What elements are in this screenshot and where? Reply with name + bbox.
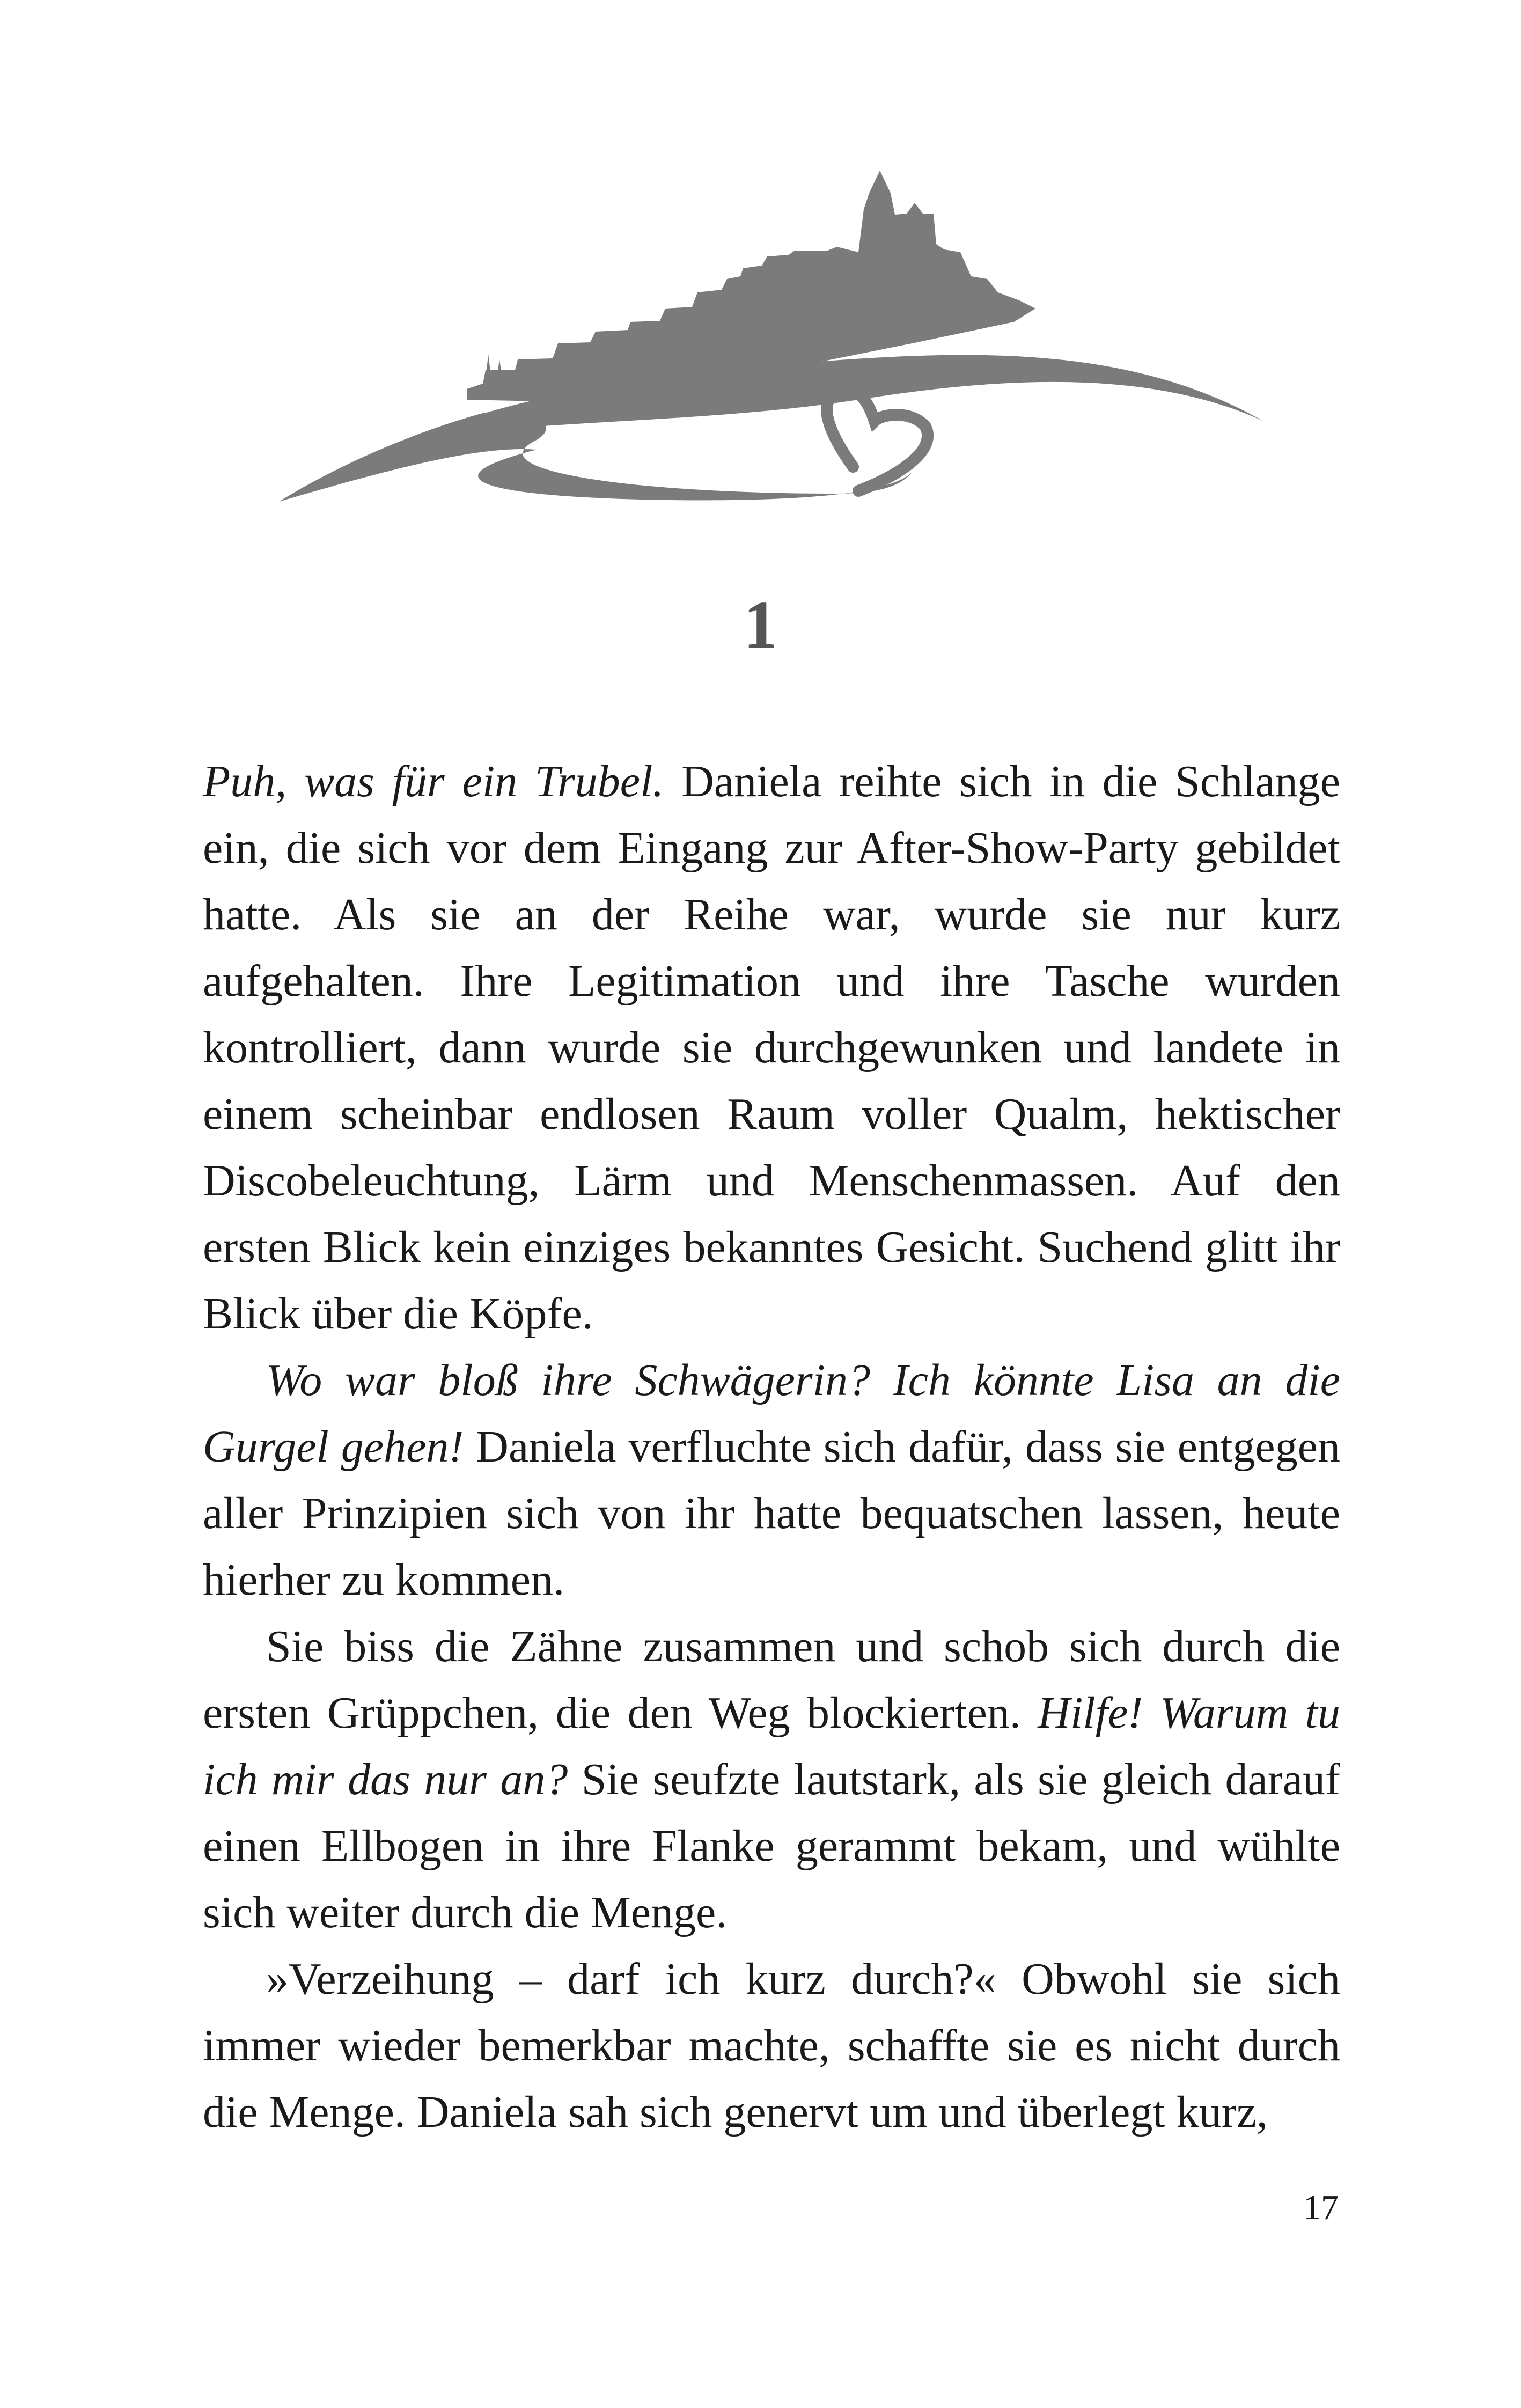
- text-run: Daniela reihte sich in die Schlange ein, die sich vor dem Eingang zur After-Show-Party gebildet hatte. Als sie an der Reihe war, wurde sie nur kurz aufgehalten. Ihre Legitimation und ihre Tasche wurden kontrolliert, dann wurde sie durchgewunken und landete in einem scheinbar endlosen Raum voller Qualm, hektischer Discobeleuchtung, Lärm und Menschenmassen. Auf den ersten Blick kein einziges bekanntes Gesicht. Suchend glitt ihr Blick über die Köpfe.: [203, 757, 1340, 1339]
- chapter-number: 1: [743, 586, 778, 663]
- italic-text-run: Puh, was für ein Trubel.: [203, 757, 664, 806]
- paragraph: [203, 1946, 1340, 2146]
- text-run: Sie seufzte lautstark, als sie gleich darauf einen Ellbogen in ihre Flanke gerammt bekam, und wühlte sich weiter durch die Menge.: [203, 1754, 1340, 1937]
- town-hill-heart-emblem: [268, 150, 1277, 537]
- paragraph: [203, 1613, 1340, 1946]
- hill-lower-swoosh: [279, 412, 912, 502]
- text-run: Sie biss die Zähne zusammen und schob sich durch die ersten Grüppchen, die den Weg blockierten.: [203, 1621, 1340, 1738]
- heart-flourish: [827, 390, 928, 491]
- italic-text-run: Wo war bloß ihre Schwägerin? Ich könnte Lisa an die Gurgel gehen!: [203, 1355, 1340, 1472]
- page-number: 17: [1303, 2188, 1339, 2227]
- text-run: Daniela verfluchte sich dafür, dass sie entgegen aller Prinzipien sich von ihr hatte bequatschen lassen, heute hierher zu kommen.: [203, 1422, 1340, 1605]
- italic-text-run: Hilfe! Warum tu ich mir das nur an?: [203, 1688, 1340, 1804]
- text-run: »Verzeihung – darf ich kurz durch?« Obwohl sie sich immer wieder bemerkbar machte, schaffte sie es nicht durch die Menge. Daniela sah sich genervt um und überlegt kurz,: [203, 1954, 1340, 2137]
- paragraph: [203, 748, 1340, 1347]
- paragraph: [203, 1347, 1340, 1613]
- chapter-body-text: [203, 748, 1340, 2146]
